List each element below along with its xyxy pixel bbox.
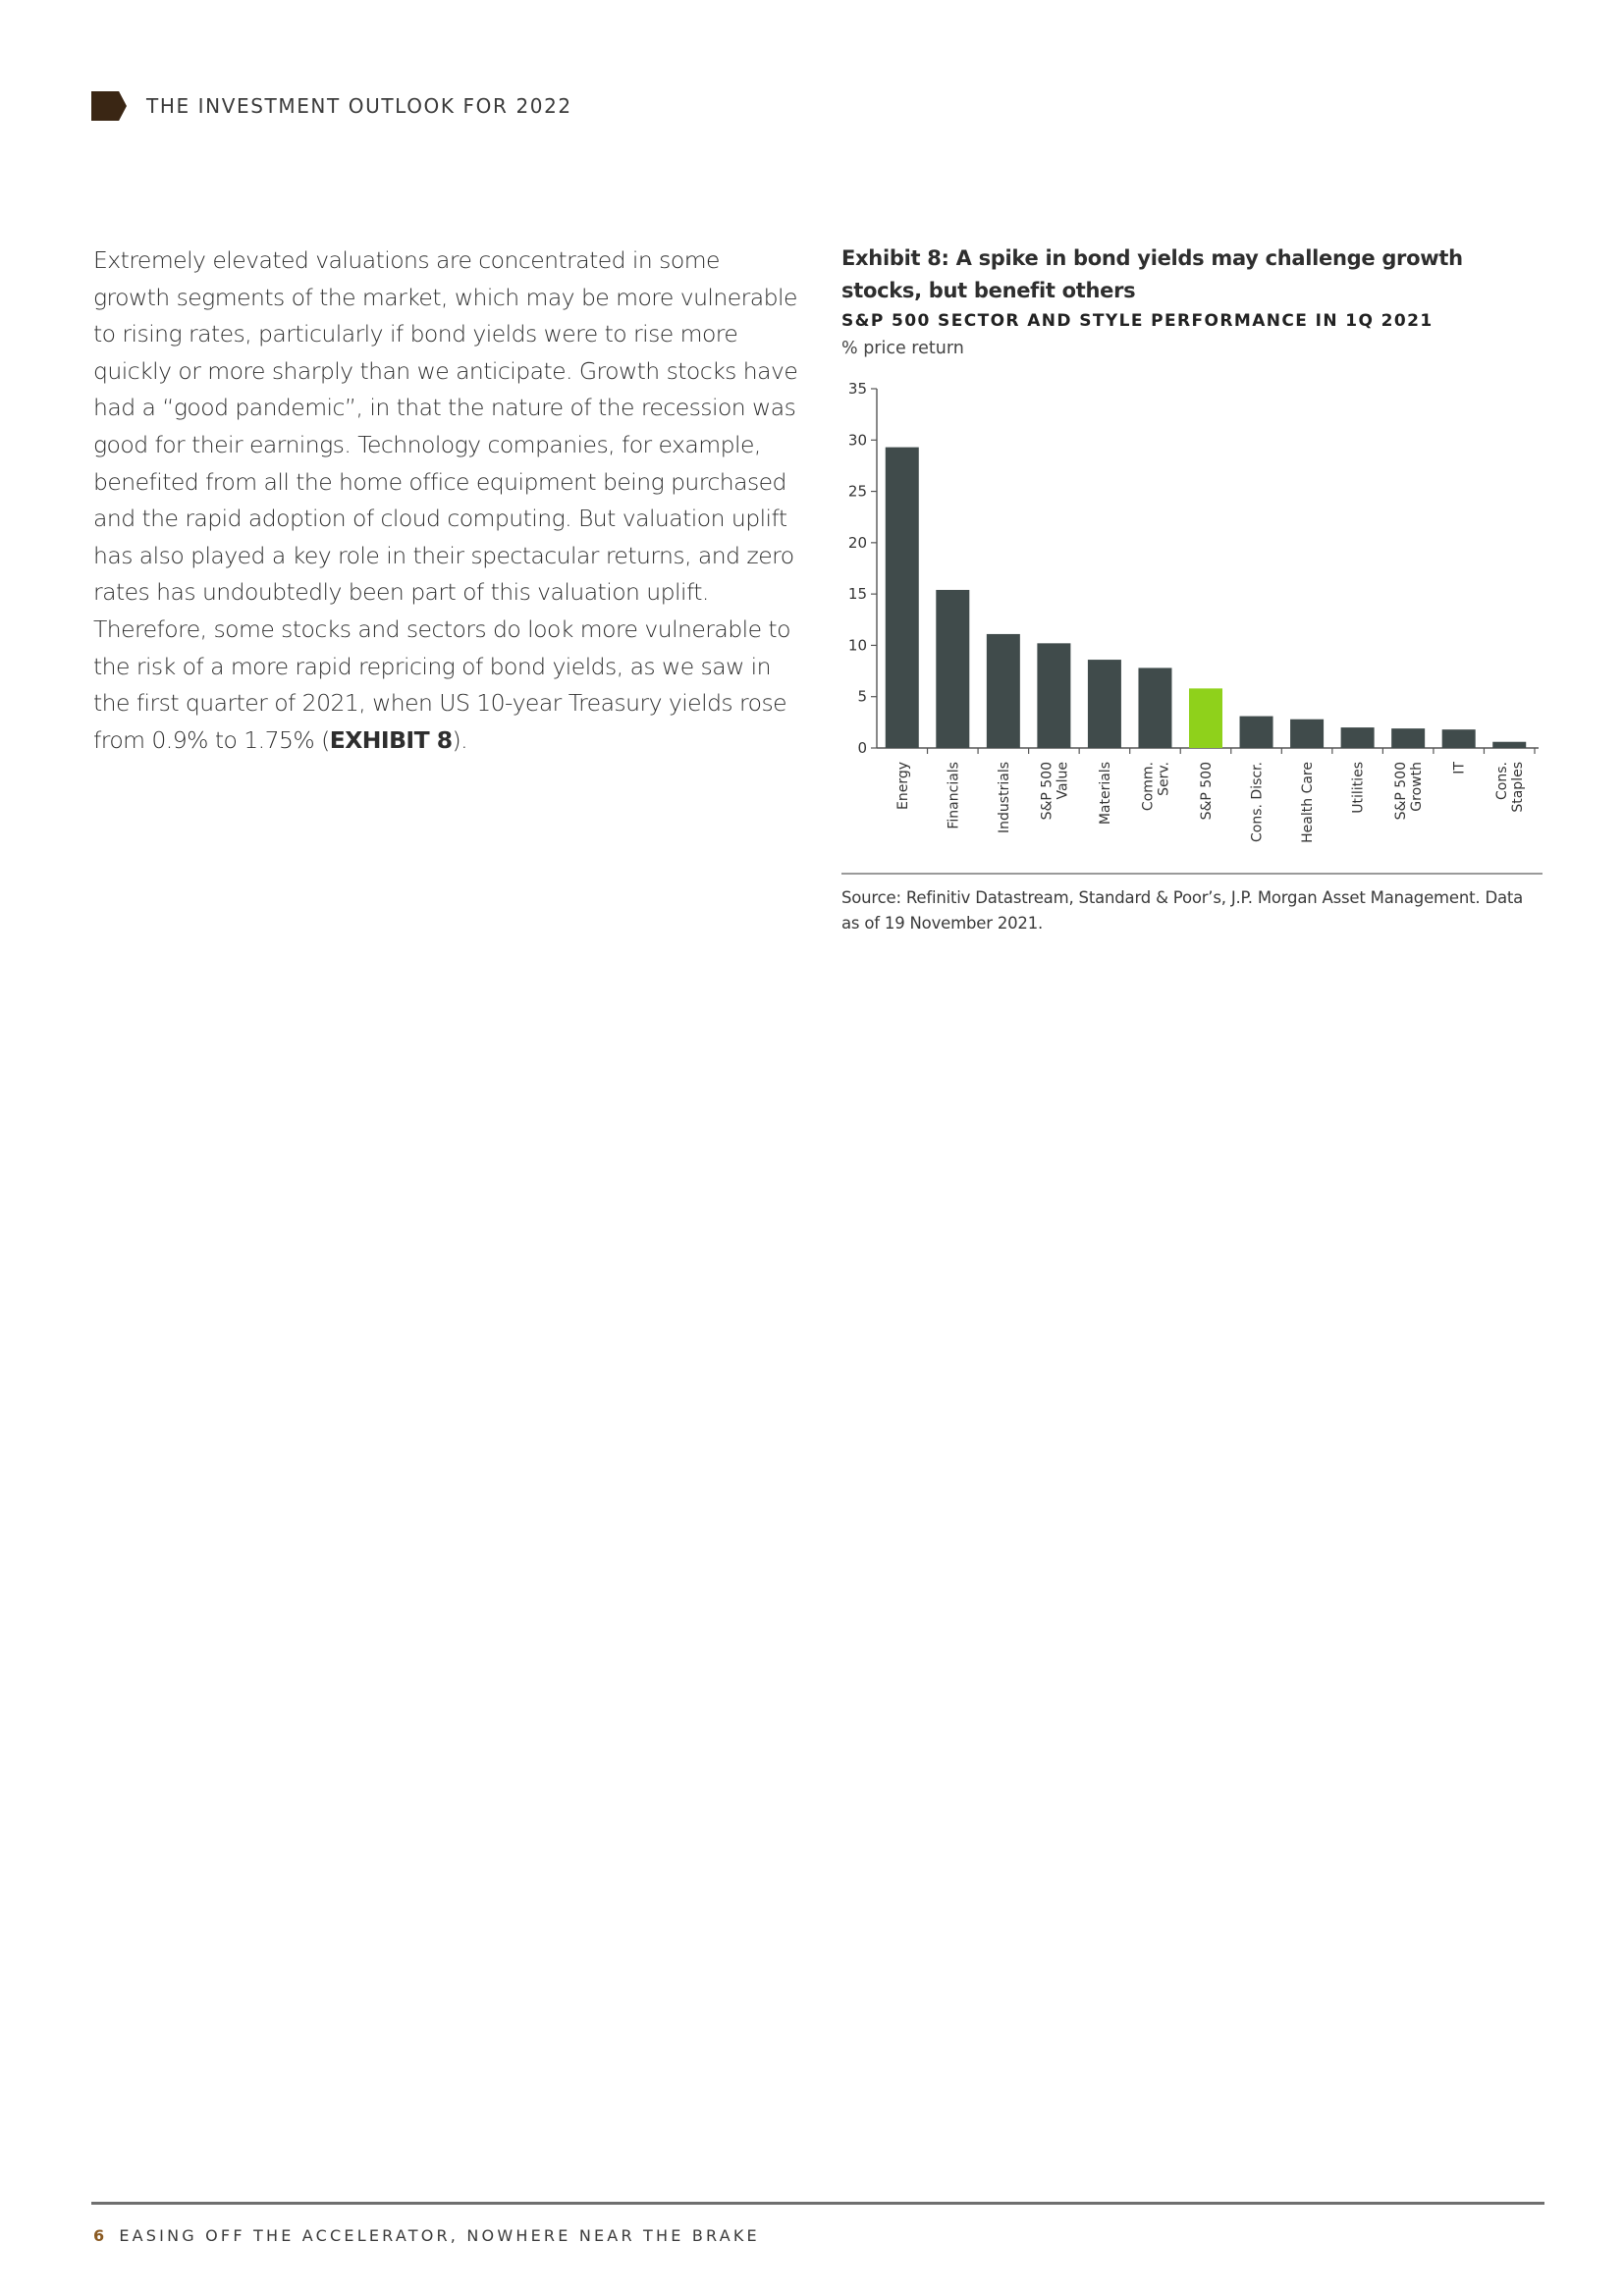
- y-tick-label: 20: [847, 533, 867, 552]
- running-header: [91, 91, 572, 121]
- section-marker-icon: [91, 91, 127, 121]
- y-tick-label: 5: [857, 687, 867, 706]
- x-tick-label: Serv.: [1156, 762, 1172, 796]
- bar: [936, 590, 969, 748]
- exhibit-title: Exhibit 8: A spike in bond yields may challenge growth stocks, but benefit others: [841, 246, 1463, 302]
- body-text-before: Extremely elevated valuations are concentrated in some growth segments of the market, which may be more vulnerable to rising rates, particularly if bond yields were to rise more quickly or more sharply than we anticipate. Growth stocks have had a “good pandemic”, in that the nature of the recession was good for their earnings. Technology companies, for example, benefited from all the home office equipment being purchased and the rapid adoption of cloud computing. But valuation uplift has also played a key role in their spectacular returns, and zero rates has undoubtedly been part of this valuation uplift. Therefore, some stocks and sectors do look more vulnerable to the risk of a more rapid repricing of bond yields, as we saw in the first quarter of 2021, when US 10-year Treasury yields rose from 0.9% to 1.75% (: [93, 246, 798, 754]
- x-tick-label: Growth: [1409, 762, 1426, 812]
- y-tick-label: 25: [847, 482, 867, 501]
- x-tick-label: Industrials: [996, 762, 1012, 833]
- x-tick-label: Energy: [894, 762, 911, 811]
- page-footer: [93, 2226, 760, 2245]
- y-tick-label: 0: [857, 739, 867, 757]
- chart-subtitle: S&P 500 SECTOR AND STYLE PERFORMANCE IN 1Q 2021: [841, 311, 1434, 331]
- x-tick-label: Staples: [1510, 762, 1527, 813]
- x-tick-label: Materials: [1097, 762, 1113, 826]
- chart-source-note: Source: Refinitiv Datastream, Standard & Poor’s, J.P. Morgan Asset Management. Data as of 19 November 2021.: [841, 888, 1524, 933]
- bar: [1189, 688, 1222, 748]
- bar: [1088, 660, 1121, 748]
- page-number: 6: [93, 2226, 108, 2245]
- y-tick-label: 10: [847, 636, 867, 655]
- x-tick-label: Comm.: [1140, 762, 1157, 812]
- exhibit-header: [841, 242, 1548, 358]
- body-paragraph: [93, 242, 800, 759]
- bar: [1442, 729, 1476, 748]
- footer-rule: [91, 2202, 1544, 2205]
- y-tick-label: 15: [847, 585, 867, 604]
- x-tick-label: IT: [1451, 762, 1468, 774]
- x-tick-label: Cons. Discr.: [1249, 762, 1266, 842]
- x-tick-label: Financials: [946, 762, 962, 829]
- bar: [1492, 742, 1526, 748]
- x-tick-label: Health Care: [1300, 762, 1317, 843]
- chart-bottom-rule: [841, 873, 1543, 875]
- x-tick-label: S&P 500: [1039, 762, 1056, 821]
- x-tick-label: Utilities: [1350, 762, 1367, 814]
- chart-y-axis-label: % price return: [841, 339, 964, 358]
- bar: [1138, 667, 1171, 748]
- bar: [1037, 643, 1070, 748]
- exhibit-reference: EXHIBIT 8: [329, 725, 453, 754]
- bar: [1341, 727, 1375, 748]
- bar: [886, 448, 919, 748]
- body-text-after: ).: [452, 725, 468, 754]
- bar: [1240, 717, 1273, 748]
- x-tick-label: Cons.: [1494, 762, 1511, 800]
- x-tick-label: S&P 500: [1199, 762, 1215, 821]
- x-tick-label: S&P 500: [1393, 762, 1410, 821]
- bar: [1290, 720, 1324, 748]
- bar-chart: [841, 383, 1548, 854]
- running-header-title: THE INVESTMENT OUTLOOK FOR 2022: [146, 94, 572, 118]
- y-tick-label: 35: [847, 383, 867, 398]
- bar: [987, 634, 1020, 748]
- bar: [1391, 728, 1425, 748]
- y-tick-label: 30: [847, 431, 867, 450]
- x-tick-label: Value: [1055, 762, 1071, 800]
- footer-title: EASING OFF THE ACCELERATOR, NOWHERE NEAR THE BRAKE: [119, 2226, 760, 2245]
